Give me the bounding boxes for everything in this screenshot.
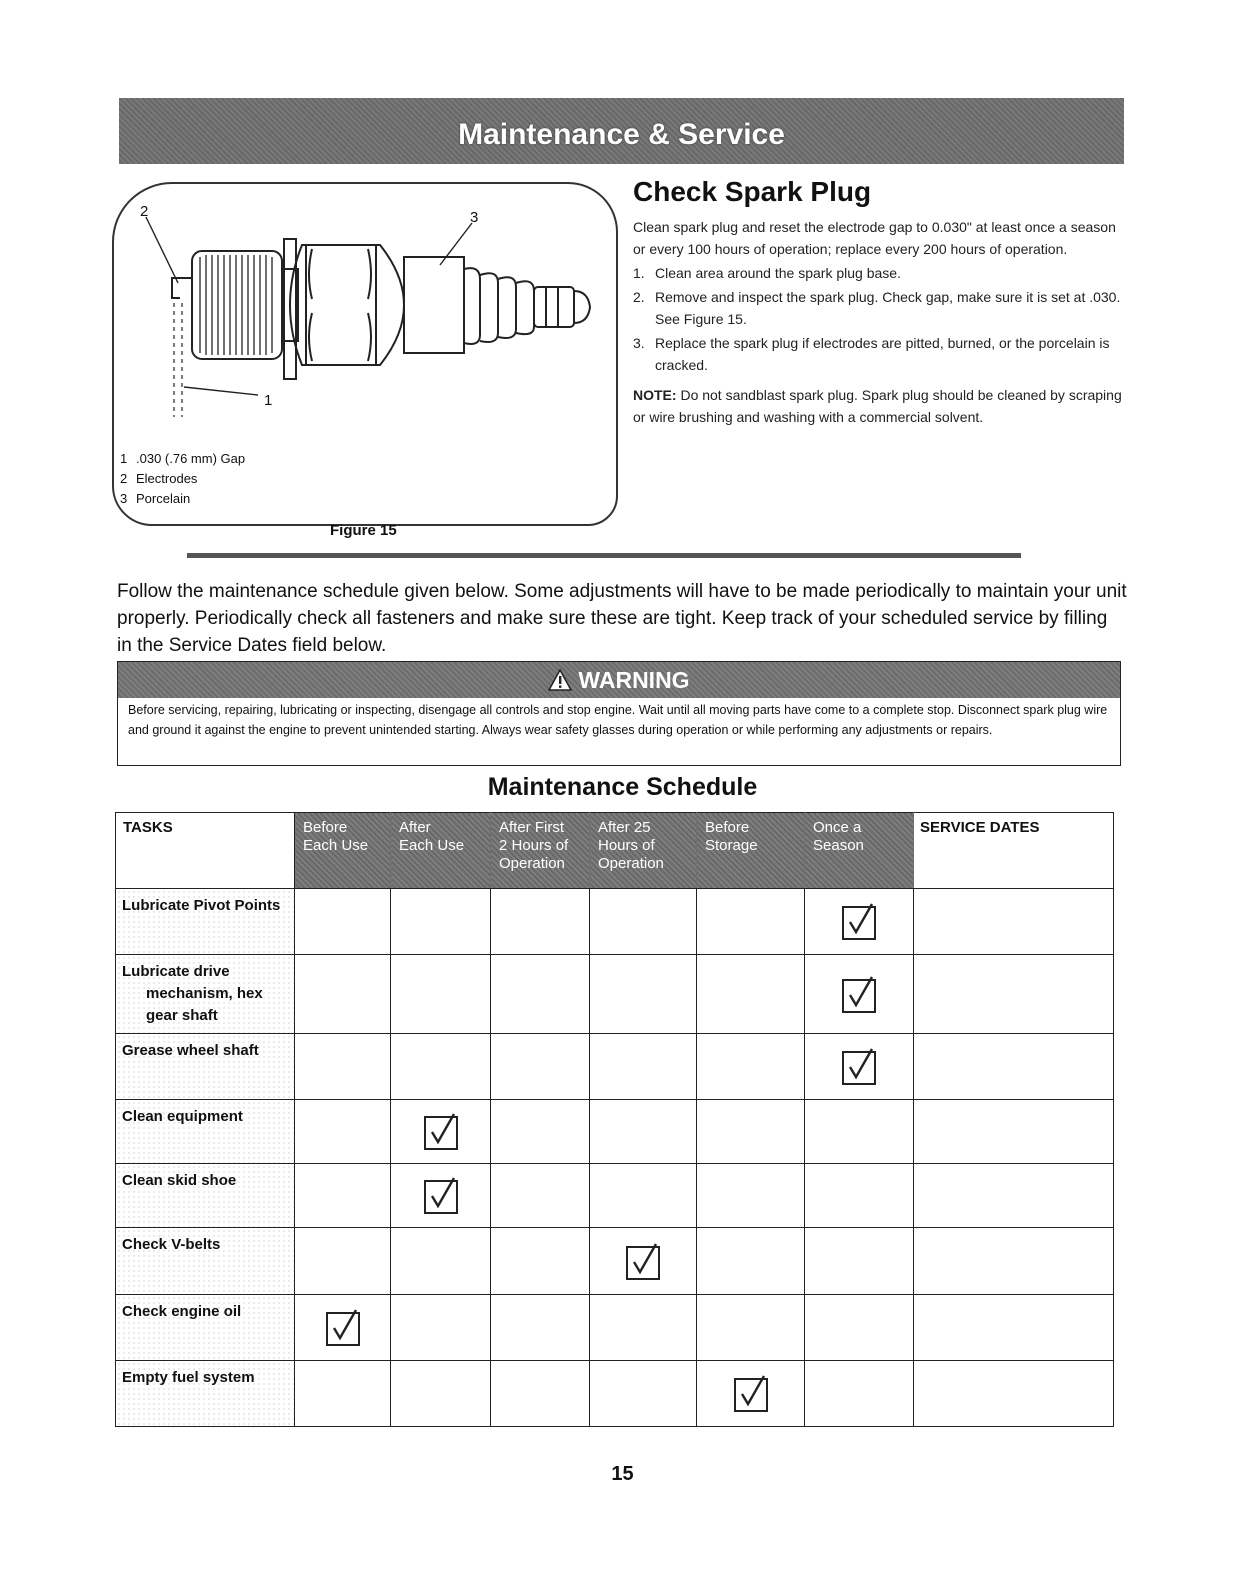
service-dates-cell[interactable]: [914, 889, 1114, 955]
schedule-cell[interactable]: [590, 1034, 697, 1100]
callout-1: 1: [264, 392, 273, 409]
section-body: [633, 216, 1123, 428]
figure-caption: Figure 15: [330, 522, 397, 539]
table-row: [116, 1295, 1114, 1361]
column-header: After 25 Hours of Operation: [590, 813, 697, 889]
task-cell: [116, 1295, 295, 1361]
schedule-cell[interactable]: [491, 1100, 590, 1164]
task-label: Check engine oil: [122, 1303, 242, 1320]
schedule-cell[interactable]: [391, 1034, 491, 1100]
legend-item: 1 .030 (.76 mm) Gap: [120, 451, 246, 466]
table-row: [116, 1228, 1114, 1295]
task-cell: [116, 1228, 295, 1295]
divider: [187, 553, 1021, 558]
warning-header: [118, 662, 1120, 698]
schedule-cell[interactable]: [697, 1034, 805, 1100]
schedule-cell[interactable]: [295, 1100, 391, 1164]
callout-2: 2: [140, 203, 149, 220]
schedule-cell[interactable]: [590, 1228, 697, 1295]
column-header: Before Each Use: [295, 813, 391, 889]
schedule-cell[interactable]: [491, 889, 590, 955]
schedule-cell[interactable]: [295, 1228, 391, 1295]
legend-item: 2 Electrodes: [120, 471, 198, 486]
checkmark-icon[interactable]: [626, 1246, 660, 1280]
table-row: [116, 1034, 1114, 1100]
step-item: 1. Clean area around the spark plug base.: [633, 265, 901, 281]
service-dates-cell[interactable]: [914, 1361, 1114, 1427]
schedule-cell[interactable]: [697, 1295, 805, 1361]
task-label: Empty fuel system: [122, 1369, 255, 1386]
page-number: 15: [611, 1463, 634, 1485]
task-label: Check V-belts: [122, 1236, 221, 1253]
schedule-cell[interactable]: [391, 1100, 491, 1164]
task-cell: [116, 955, 295, 1034]
checkmark-icon[interactable]: [326, 1312, 360, 1346]
task-label: Clean equipment: [122, 1108, 243, 1125]
tasks-header: TASKS: [116, 813, 295, 889]
checkmark-icon[interactable]: [424, 1180, 458, 1214]
service-dates-cell[interactable]: [914, 1295, 1114, 1361]
schedule-cell[interactable]: [805, 1100, 914, 1164]
warning-title: WARNING: [578, 666, 690, 693]
schedule-cell[interactable]: [590, 955, 697, 1034]
service-dates-header: SERVICE DATES: [914, 813, 1114, 889]
column-header: Once a Season: [805, 813, 914, 889]
schedule-cell[interactable]: [295, 1361, 391, 1427]
service-dates-cell[interactable]: [914, 955, 1114, 1034]
section-title: Check Spark Plug: [633, 176, 872, 207]
schedule-cell[interactable]: [295, 1295, 391, 1361]
schedule-cell[interactable]: [391, 889, 491, 955]
service-dates-cell[interactable]: [914, 1100, 1114, 1164]
schedule-cell[interactable]: [805, 1228, 914, 1295]
schedule-cell[interactable]: [590, 1100, 697, 1164]
schedule-cell[interactable]: [805, 1164, 914, 1228]
warning-text: Before servicing, repairing, lubricating or inspecting, disengage all controls and stop engine. Wait until all moving parts have come to a complete stop. Disconnect spark plug wire and ground it against the engine to prevent unintended starting. Always wear safety glasses during operation or while performing any adjustments or repairs.: [128, 703, 1108, 737]
schedule-cell[interactable]: [590, 1361, 697, 1427]
column-header: After Each Use: [391, 813, 491, 889]
legend-item: 3 Porcelain: [120, 491, 191, 506]
column-header: Before Storage: [697, 813, 805, 889]
task-label: Lubricate Pivot Points: [122, 897, 281, 914]
section-banner: [119, 98, 1124, 164]
schedule-cell[interactable]: [295, 1034, 391, 1100]
schedule-cell[interactable]: [805, 1295, 914, 1361]
step-item: 2. Remove and inspect the spark plug. Check gap, make sure it is set at .030. See Figure 15.: [633, 289, 1121, 327]
service-dates-cell[interactable]: [914, 1164, 1114, 1228]
task-cell: [116, 1164, 295, 1228]
task-cell: [116, 1361, 295, 1427]
schedule-cell[interactable]: [295, 955, 391, 1034]
schedule-title: Maintenance Schedule: [487, 773, 758, 801]
schedule-cell[interactable]: [491, 1295, 590, 1361]
callout-3: 3: [470, 209, 479, 226]
task-cell: [116, 889, 295, 955]
schedule-cell[interactable]: [491, 955, 590, 1034]
table-body: [116, 889, 1114, 1427]
schedule-cell[interactable]: [491, 1034, 590, 1100]
table-row: [116, 955, 1114, 1034]
maintenance-schedule-table: [115, 812, 1114, 1427]
task-label: Grease wheel shaft: [122, 1042, 259, 1059]
checkmark-icon[interactable]: [424, 1116, 458, 1150]
schedule-cell[interactable]: [491, 1361, 590, 1427]
table-row: [116, 889, 1114, 955]
schedule-cell[interactable]: [391, 1164, 491, 1228]
task-cell: [116, 1100, 295, 1164]
table-header-row: [116, 813, 1114, 889]
service-dates-cell[interactable]: [914, 1034, 1114, 1100]
schedule-cell[interactable]: [805, 889, 914, 955]
checkmark-icon[interactable]: [842, 1051, 876, 1085]
schedule-cell[interactable]: [697, 1164, 805, 1228]
service-dates-cell[interactable]: [914, 1228, 1114, 1295]
schedule-cell[interactable]: [295, 889, 391, 955]
schedule-cell[interactable]: [590, 1295, 697, 1361]
figure-legend: [120, 449, 245, 509]
schedule-cell[interactable]: [590, 1164, 697, 1228]
warning-box: [117, 661, 1121, 766]
banner-title: Maintenance & Service: [458, 118, 785, 151]
task-cell: [116, 1034, 295, 1100]
schedule-cell[interactable]: [491, 1164, 590, 1228]
schedule-cell[interactable]: [697, 889, 805, 955]
task-label: mechanism, hex: [146, 985, 263, 1002]
task-label: gear shaft: [146, 1007, 218, 1024]
warning-triangle-icon: [548, 669, 572, 691]
table-row: [116, 1164, 1114, 1228]
table-row: [116, 1361, 1114, 1427]
schedule-cell[interactable]: [391, 1295, 491, 1361]
table-row: [116, 1100, 1114, 1164]
checkmark-icon[interactable]: [842, 906, 876, 940]
schedule-cell[interactable]: [391, 1361, 491, 1427]
schedule-cell[interactable]: [491, 1228, 590, 1295]
schedule-cell[interactable]: [295, 1164, 391, 1228]
checkmark-icon[interactable]: [734, 1378, 768, 1412]
checkmark-icon[interactable]: [842, 979, 876, 1013]
schedule-cell[interactable]: [697, 1100, 805, 1164]
intro-paragraph: Follow the maintenance schedule given below. Some adjustments will have to be made periodically to maintain your unit properly. Periodically check all fasteners and make sure these are tight. Keep track of your scheduled service by filling in the Service Dates field below.: [117, 581, 1127, 656]
schedule-cell[interactable]: [805, 1361, 914, 1427]
spark-plug-illustration: [130, 195, 610, 425]
task-label: Clean skid shoe: [122, 1172, 237, 1189]
schedule-cell[interactable]: [391, 1228, 491, 1295]
schedule-cell[interactable]: [697, 955, 805, 1034]
schedule-cell[interactable]: [391, 955, 491, 1034]
note: NOTE: Do not sandblast spark plug. Spark plug should be cleaned by scraping or wire brushing and washing with a commercial solvent.: [633, 387, 1122, 425]
schedule-cell[interactable]: [697, 1228, 805, 1295]
schedule-cell[interactable]: [590, 889, 697, 955]
schedule-cell[interactable]: [805, 1034, 914, 1100]
schedule-cell[interactable]: [697, 1361, 805, 1427]
schedule-cell[interactable]: [805, 955, 914, 1034]
task-label: Lubricate drive: [122, 963, 230, 980]
step-item: 3. Replace the spark plug if electrodes are pitted, burned, or the porcelain is cracked.: [633, 335, 1110, 373]
section-intro: Clean spark plug and reset the electrode gap to 0.030" at least once a season or every 100 hours of operation; replace every 200 hours of operation.: [633, 219, 1116, 257]
column-header: After First 2 Hours of Operation: [491, 813, 590, 889]
